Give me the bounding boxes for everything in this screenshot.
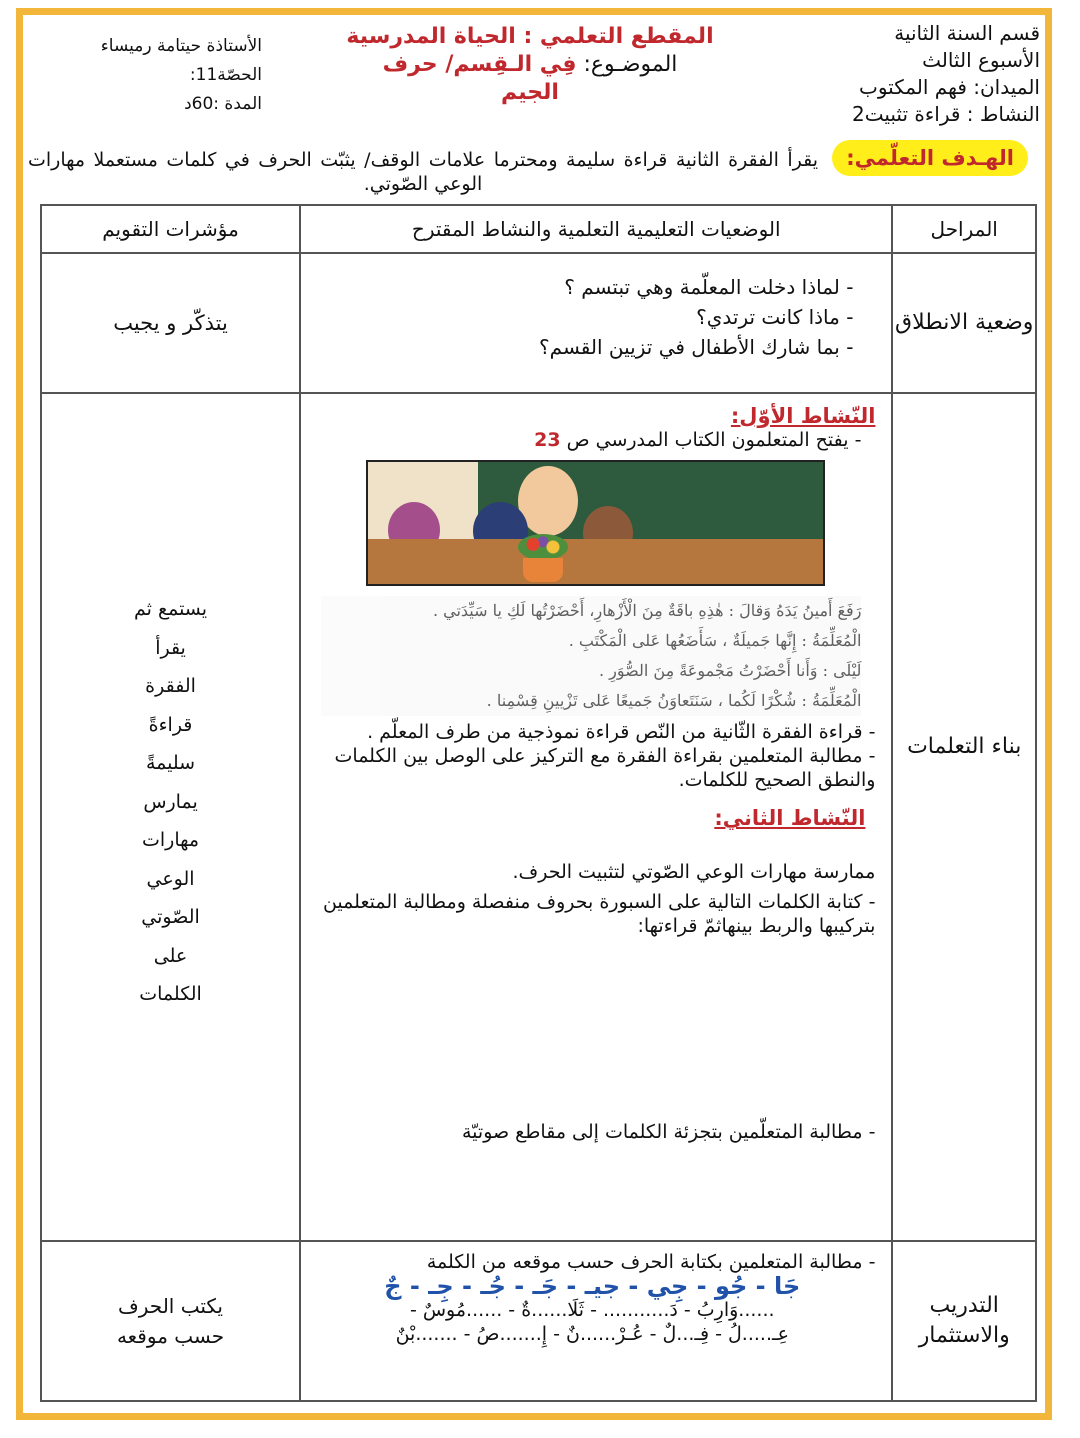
row-practice (41, 1241, 1036, 1401)
duration: المدة :60د (184, 94, 262, 114)
book-line-4: الْمُعَلِّمَةُ : شُكْرًا لَكُما ، سَنَتَعاوَنُ جَميعًا عَلى تَزْيينِ قِسْمِنا . (486, 691, 862, 710)
book-line-3: لَيْلَى : وَأَنا أَحْضَرْتُ مَجْموعَةً مِنَ الصُّوَرِ . (598, 661, 862, 680)
subject-line (340, 51, 720, 79)
indicator-build: يستمع ثم يقرأ الفقرة قراءةً سليمةً يمارس مهارات الوعي الصّوتي على الكلمات (41, 393, 300, 1241)
subject-value-cont: الجيم (501, 80, 559, 105)
stage-launch: وضعية الانطلاق (892, 253, 1036, 393)
question-3: - بما شارك الأطفال في تزيين القسم؟ (539, 335, 854, 359)
table-header-row (41, 205, 1036, 253)
stage-practice: التدريب والاستثمار (892, 1241, 1036, 1401)
launch-questions (300, 253, 892, 393)
illustration-desk (368, 539, 823, 584)
activity-1-open-book: - يفتح المتعلمون الكتاب المدرسي ص 23 (534, 429, 862, 451)
vase (523, 558, 563, 582)
activity-line: النشاط : قراءة تثبيت2 (851, 102, 1040, 126)
build-activities (300, 393, 892, 1241)
class-line: قسم السنة الثانية (894, 21, 1040, 45)
activity-1-item-1: - قراءة الفقرة الثّانية من النّص قراءة نموذجية من طرف المعلّم . (367, 721, 876, 743)
header-indicators: مؤشرات التقويم (41, 205, 300, 253)
row-launch (41, 253, 1036, 393)
exercise-line-1: ......وَارِبُ - دَ........... - ثَلَا......ةٌ - ......مُوسٌ - (409, 1299, 775, 1321)
indicator-launch: يتذكّر و يجيب (41, 253, 300, 393)
stage-build: بناء التعلمات (892, 393, 1036, 1241)
activity-1-item-2: - مطالبة المتعلمين بقراءة الفقرة مع التركيز على الوصل بين الكلمات والنطق الصحيح للكلمات. (334, 745, 876, 791)
activity-2-item-3: - مطالبة المتعلّمين بتجزئة الكلمات إلى مقاطع صوتيّة (461, 1121, 876, 1143)
activity-2-title: النّشاط الثاني: (714, 806, 866, 830)
question-2: - ماذا كانت ترتدي؟ (696, 305, 854, 329)
teacher-name: الأستاذة حيتامة رميساء (100, 36, 262, 56)
activity-2-item-2: - كتابة الكلمات التالية على السبورة بحروف منفصلة ومطالبة المتعلمين بتركيبها والربط بينهاثمّ قراءتها: (322, 891, 876, 937)
unit-title: المقطع التعلمي : الحياة المدرسية (346, 24, 714, 49)
field-line: الميدان: فهم المكتوب (859, 75, 1040, 99)
question-1: - لماذا دخلت المعلّمة وهي تبتسم ؟ (564, 275, 854, 299)
lesson-illustration (366, 460, 825, 586)
subject-value: فِي الـقِسم/ حرف (382, 52, 577, 77)
goal-label: الهـدف التعلّمي: (832, 140, 1028, 176)
header-stages: المراحل (892, 205, 1036, 253)
activity-2-item-1: ممارسة مهارات الوعي الصّوتي لتثبيت الحرف. (512, 861, 876, 883)
header-unit (340, 24, 720, 107)
letter-forms: جَا - جُو - جِي - جيـ - جَـ - جُـ - جِـ - جٌ (384, 1272, 801, 1300)
activity-1-title: النّشاط الأوّل: (730, 404, 876, 428)
exercise-line-2: عِـ.....لُ - فِـ...لٌ - عُـرْ......نٌ - إِ.......صُ - .......بْنٌ (395, 1323, 789, 1345)
header-activities: الوضعيات التعليمية التعلمية والنشاط المقترح (300, 205, 892, 253)
book-line-1: رَفَعَ أَمينُ يَدَهُ وَقالَ : هٰذِهِ باقَةٌ مِنَ الْأَزْهارِ، أَحْضَرْتُها لَكِ يا سَيِّدَتي . (432, 601, 862, 620)
practice-activity (300, 1241, 892, 1401)
subject-label: الموضـوع: (583, 52, 678, 77)
book-line-2: الْمُعَلِّمَةُ : إِنَّها جَميلَةٌ ، سَأَضَعُها عَلى الْمَكْتَبِ . (568, 631, 862, 650)
week-line: الأسبوع الثالث (922, 48, 1040, 72)
header-teacher-info (42, 32, 262, 119)
indicator-practice: يكتب الحرف حسب موقعه (41, 1241, 300, 1401)
goal-text: يقرأ الفقرة الثانية قراءة سليمة ومحترما علامات الوقف/ يثبّت الحرف في كلمات مستعملا مهارات الوعي الصّوتي. (28, 149, 818, 195)
row-build (41, 393, 1036, 1241)
lesson-table (40, 204, 1037, 1402)
page-number: 23 (534, 429, 561, 451)
practice-instruction: - مطالبة المتعلمين بكتابة الحرف حسب موقعه من الكلمة (426, 1251, 876, 1273)
session-number: الحصّة11: (189, 65, 262, 85)
header-class-info (800, 20, 1040, 128)
book-excerpt (321, 596, 861, 716)
